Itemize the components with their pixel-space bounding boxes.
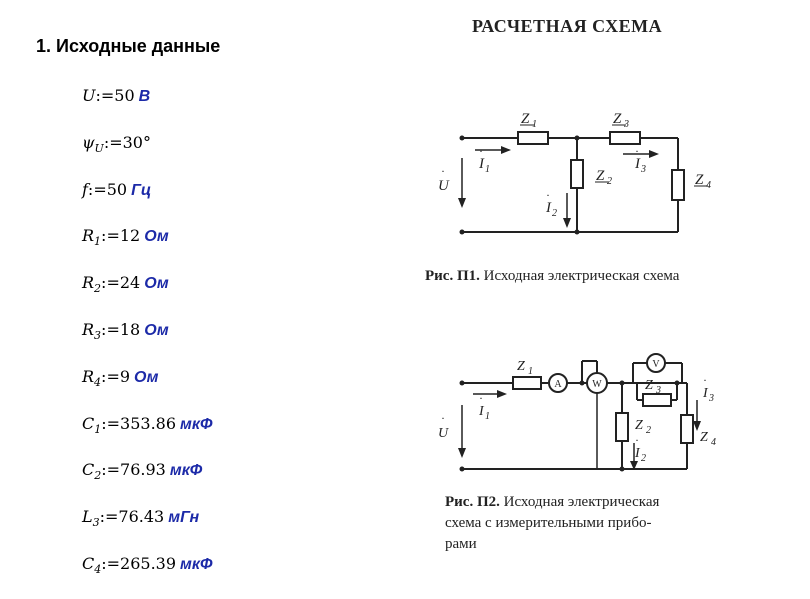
- assign-operator: :=: [101, 366, 120, 386]
- parameter-subscript: 2: [94, 282, 102, 296]
- svg-text:2: 2: [646, 425, 651, 436]
- circuit-diagram-2: [425, 345, 725, 485]
- svg-text:1: 1: [532, 119, 537, 130]
- parameter-value: 76.43: [118, 507, 165, 527]
- svg-text:4: 4: [711, 437, 716, 448]
- parameter-value: 50: [106, 179, 128, 199]
- assign-operator: :=: [101, 413, 121, 433]
- parameter-symbol: R: [82, 273, 95, 293]
- parameter-value: 24: [119, 273, 141, 293]
- figure-1-number: Рис. П1.: [425, 268, 480, 284]
- svg-text:1: 1: [528, 366, 533, 377]
- parameter-unit: мкФ: [180, 556, 213, 573]
- figure-1-text: Исходная электрическая схема: [483, 268, 680, 284]
- z3-resistor: [610, 132, 640, 144]
- assign-operator: :=: [101, 273, 120, 293]
- svg-text:Z: Z: [645, 378, 653, 393]
- svg-text:V: V: [652, 359, 660, 370]
- svg-text:2: 2: [607, 176, 612, 187]
- svg-text:1: 1: [485, 164, 490, 175]
- svg-text:Z: Z: [517, 359, 525, 374]
- svg-text:Z: Z: [596, 168, 605, 184]
- parameter-symbol: R: [82, 226, 95, 246]
- svg-text:Z: Z: [635, 418, 643, 433]
- section-heading: 1. Исходные данные: [36, 36, 221, 56]
- z2-resistor: [571, 160, 583, 188]
- svg-text:U: U: [438, 426, 449, 441]
- assign-operator: :=: [101, 320, 120, 339]
- svg-text:Z: Z: [613, 111, 622, 127]
- figure-1-caption: [425, 266, 679, 287]
- parameter-value: 76.93: [120, 460, 166, 480]
- parameter-row: [82, 226, 169, 248]
- svg-text:Z: Z: [700, 430, 708, 445]
- svg-text:W: W: [592, 379, 602, 390]
- assign-operator: :=: [95, 86, 115, 105]
- svg-text:2: 2: [641, 453, 646, 464]
- z4-resistor: [681, 415, 693, 443]
- assign-operator: :=: [99, 507, 119, 527]
- parameter-unit: мкФ: [180, 415, 213, 433]
- parameter-subscript: 4: [94, 563, 102, 576]
- parameter-row: [82, 320, 169, 342]
- parameter-value: 12: [119, 226, 141, 246]
- parameter-value: 9: [119, 366, 131, 386]
- figure-2-line-3: рами: [445, 536, 477, 552]
- svg-text:4: 4: [706, 180, 711, 191]
- z1-resistor: [518, 132, 548, 144]
- svg-text:I: I: [635, 156, 640, 172]
- parameter-value: 18: [119, 320, 141, 339]
- parameter-subscript: 1: [94, 422, 102, 436]
- parameter-row: [82, 180, 151, 200]
- parameter-symbol: C: [82, 554, 95, 573]
- parameter-subscript: 1: [94, 235, 102, 249]
- parameter-row: [82, 507, 199, 529]
- svg-text:Z: Z: [521, 111, 530, 127]
- assign-operator: :=: [87, 179, 107, 199]
- svg-text:I: I: [479, 404, 484, 419]
- svg-text:I: I: [635, 446, 640, 461]
- svg-text:·: ·: [635, 144, 639, 158]
- parameter-unit: В: [138, 88, 151, 105]
- parameter-subscript: 2: [94, 469, 102, 483]
- svg-text:I: I: [546, 200, 551, 216]
- svg-text:I: I: [703, 386, 708, 401]
- svg-text:3: 3: [641, 164, 646, 175]
- parameter-subscript: 4: [94, 375, 102, 389]
- svg-text:I: I: [479, 156, 484, 172]
- parameter-symbol: R: [82, 366, 95, 386]
- parameter-value: 353.86: [120, 413, 177, 433]
- svg-text:2: 2: [552, 208, 557, 219]
- parameter-symbol: L: [82, 507, 93, 527]
- parameter-row: [82, 367, 159, 389]
- svg-text:·: ·: [703, 373, 707, 387]
- z2-resistor: [616, 413, 628, 441]
- svg-text:·: ·: [635, 433, 639, 447]
- svg-text:·: ·: [479, 391, 483, 405]
- parameter-symbol: C: [82, 460, 95, 480]
- figure-2-line-2: схема с измерительными прибо-: [445, 515, 652, 531]
- parameter-symbol: f: [82, 179, 88, 199]
- parameter-subscript: 3: [94, 329, 102, 342]
- parameter-symbol: U: [82, 86, 96, 105]
- parameter-value: 265.39: [120, 554, 177, 573]
- z1-resistor: [513, 377, 541, 389]
- svg-text:·: ·: [441, 164, 445, 178]
- z4-resistor: [672, 170, 684, 200]
- parameter-row: [82, 133, 151, 155]
- parameter-unit: Ом: [144, 322, 169, 339]
- parameter-unit: Ом: [144, 228, 169, 246]
- parameter-row: [82, 460, 202, 482]
- parameter-row: [82, 554, 212, 576]
- figure-2-number: Рис. П2.: [445, 494, 500, 510]
- parameter-value: 30°: [122, 132, 151, 152]
- svg-text:U: U: [438, 178, 449, 194]
- svg-text:3: 3: [624, 119, 629, 130]
- parameter-value: 50: [114, 86, 135, 105]
- svg-text:·: ·: [479, 144, 483, 158]
- scheme-title: РАСЧЕТНАЯ СХЕМА: [472, 16, 663, 36]
- svg-text:·: ·: [441, 411, 445, 425]
- svg-text:1: 1: [485, 411, 490, 422]
- parameter-unit: Гц: [131, 181, 152, 199]
- svg-text:·: ·: [546, 188, 550, 202]
- parameter-subscript: U: [94, 141, 104, 155]
- assign-operator: :=: [103, 132, 123, 152]
- svg-text:3: 3: [709, 393, 714, 404]
- svg-text:3: 3: [656, 385, 661, 396]
- parameter-symbol: R: [82, 320, 95, 339]
- parameter-unit: мкФ: [169, 462, 203, 480]
- svg-text:A: A: [554, 379, 562, 390]
- assign-operator: :=: [101, 226, 120, 246]
- assign-operator: :=: [101, 554, 121, 573]
- parameter-row: [82, 273, 169, 295]
- circuit-diagram-1: [425, 100, 725, 245]
- assign-operator: :=: [101, 460, 121, 480]
- svg-text:Z: Z: [695, 172, 704, 188]
- parameter-row: [82, 414, 212, 436]
- figure-2-caption: [445, 492, 713, 555]
- parameter-unit: мГн: [168, 509, 200, 527]
- parameter-subscript: 3: [92, 516, 100, 530]
- parameter-symbol: ψ: [82, 132, 95, 152]
- parameter-symbol: C: [82, 413, 95, 433]
- parameter-unit: Ом: [134, 368, 159, 386]
- parameter-unit: Ом: [144, 275, 169, 293]
- figure-2-line-1: Исходная электрическая: [503, 494, 660, 510]
- parameter-row: [82, 86, 150, 106]
